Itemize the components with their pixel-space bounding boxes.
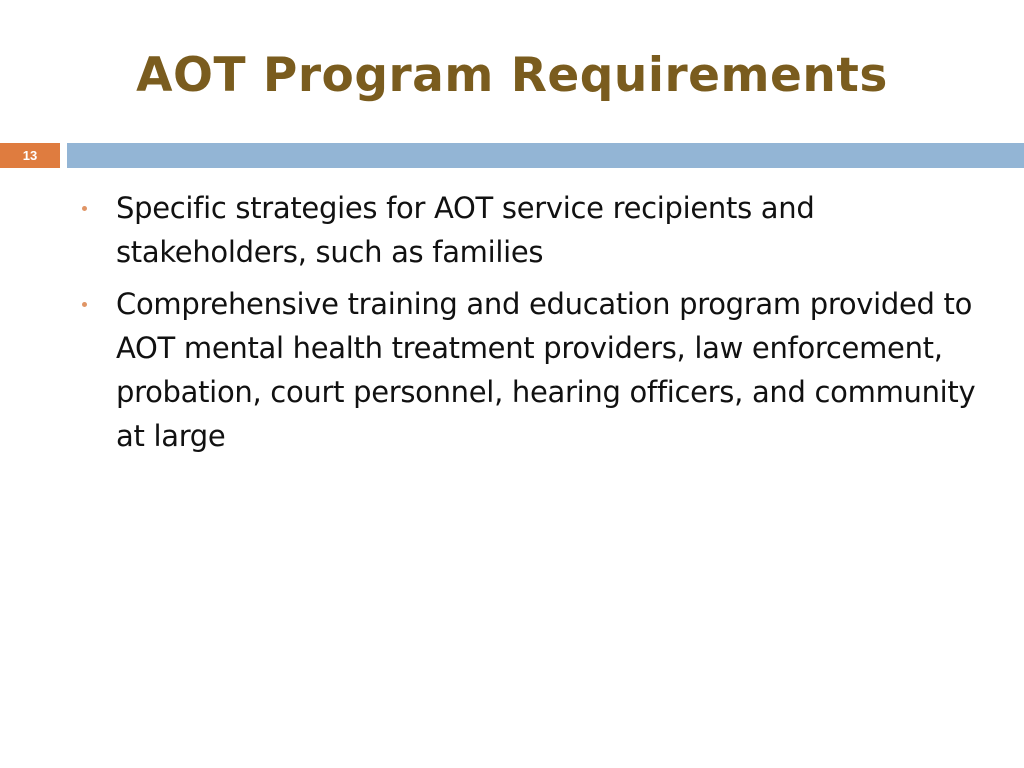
bullet-dot-icon: [82, 206, 87, 211]
slide-number-badge: 13: [0, 143, 60, 168]
bullet-text: Specific strategies for AOT service recipients and stakeholders, such as families: [116, 191, 815, 269]
bullet-dot-icon: [82, 302, 87, 307]
bullet-text: Comprehensive training and education program provided to AOT mental health treatment providers, law enforcement, probation, court personnel, hearing officers, and community at large: [116, 287, 976, 453]
slide-title: AOT Program Requirements: [136, 48, 888, 103]
bullet-list: [78, 186, 998, 466]
bullet-item: [78, 282, 998, 458]
header-bar: [67, 143, 1024, 168]
bullet-item: [78, 186, 998, 274]
